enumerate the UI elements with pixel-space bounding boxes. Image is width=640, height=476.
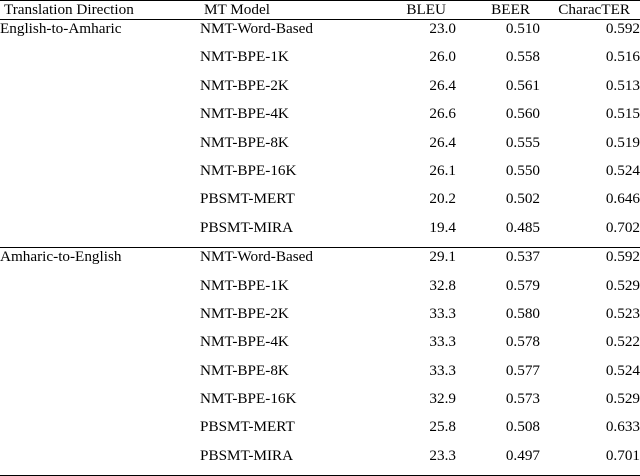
direction-label-empty xyxy=(0,333,200,361)
model-label: PBSMT-MIRA xyxy=(200,447,368,476)
beer-value: 0.573 xyxy=(505,390,540,408)
direction-label-empty xyxy=(0,134,200,162)
beer-value: 0.577 xyxy=(505,361,540,379)
beer-value: 0.561 xyxy=(505,76,540,94)
direction-label: Amharic-to-English xyxy=(0,248,200,277)
direction-label-empty xyxy=(0,390,200,418)
beer-value: 0.510 xyxy=(456,20,540,49)
bleu-value: 33.3 xyxy=(429,304,456,322)
model-label: NMT-Word-Based xyxy=(200,20,368,49)
character-value: 0.529 xyxy=(605,276,640,294)
model-label: NMT-BPE-16K xyxy=(200,161,297,179)
character-value: 0.701 xyxy=(540,447,640,476)
bleu-value: 33.3 xyxy=(429,361,456,379)
table-row xyxy=(0,20,640,49)
bleu-value: 26.1 xyxy=(429,161,456,179)
table-row xyxy=(0,362,640,390)
beer-value: 0.558 xyxy=(505,48,540,66)
column-header-model: MT Model xyxy=(200,1,368,20)
bleu-value: 32.9 xyxy=(429,390,456,408)
model-label: NMT-BPE-8K xyxy=(200,361,289,379)
beer-value: 0.579 xyxy=(505,276,540,294)
table-row xyxy=(0,447,640,476)
model-label: NMT-BPE-8K xyxy=(200,133,289,151)
character-value: 0.524 xyxy=(605,361,640,379)
model-label: PBSMT-MERT xyxy=(200,418,295,436)
column-header-beer: BEER xyxy=(456,1,540,20)
table-row xyxy=(0,248,640,277)
column-header-character: CharacTER xyxy=(540,1,640,20)
bleu-value: 20.2 xyxy=(429,190,456,208)
column-header-bleu: BLEU xyxy=(368,1,456,20)
direction-label-empty xyxy=(0,305,200,333)
table-row xyxy=(0,333,640,361)
bleu-value: 26.0 xyxy=(429,48,456,66)
beer-value: 0.578 xyxy=(505,333,540,351)
direction-label-empty xyxy=(0,418,200,446)
direction-label-empty xyxy=(0,277,200,305)
character-value: 0.513 xyxy=(605,76,640,94)
direction-label-empty xyxy=(0,105,200,133)
character-value: 0.592 xyxy=(540,20,640,49)
model-label: NMT-BPE-1K xyxy=(200,276,289,294)
beer-value: 0.502 xyxy=(505,190,540,208)
bleu-value: 26.4 xyxy=(429,76,456,94)
model-label: NMT-BPE-2K xyxy=(200,304,289,322)
beer-value: 0.550 xyxy=(505,161,540,179)
model-label: NMT-BPE-4K xyxy=(200,105,289,123)
model-label: NMT-BPE-4K xyxy=(200,333,289,351)
direction-label-empty xyxy=(0,362,200,390)
beer-value: 0.485 xyxy=(505,218,540,236)
direction-label-empty xyxy=(0,162,200,190)
bleu-value: 26.4 xyxy=(429,133,456,151)
character-value: 0.515 xyxy=(605,105,640,123)
bleu-value: 29.1 xyxy=(368,248,456,277)
direction-label-empty xyxy=(0,77,200,105)
table-row xyxy=(0,162,640,190)
model-label: NMT-BPE-2K xyxy=(200,76,289,94)
table-row xyxy=(0,190,640,218)
header-row xyxy=(0,1,640,20)
character-value: 0.524 xyxy=(605,161,640,179)
table-header xyxy=(0,1,640,20)
character-value: 0.529 xyxy=(605,390,640,408)
bleu-value: 19.4 xyxy=(429,218,456,236)
beer-value: 0.560 xyxy=(505,105,540,123)
bleu-value: 23.0 xyxy=(368,20,456,49)
direction-label-empty xyxy=(0,447,200,476)
character-value: 0.592 xyxy=(540,248,640,277)
bleu-value: 32.8 xyxy=(429,276,456,294)
beer-value: 0.508 xyxy=(505,418,540,436)
table-row xyxy=(0,219,640,248)
table-row xyxy=(0,77,640,105)
character-value: 0.633 xyxy=(605,418,640,436)
direction-label-empty xyxy=(0,190,200,218)
table-row xyxy=(0,134,640,162)
model-label: NMT-BPE-16K xyxy=(200,390,297,408)
character-value: 0.519 xyxy=(605,133,640,151)
character-value: 0.523 xyxy=(605,304,640,322)
bleu-value: 33.3 xyxy=(429,333,456,351)
bleu-value: 26.6 xyxy=(429,105,456,123)
character-value: 0.646 xyxy=(605,190,640,208)
model-label: NMT-Word-Based xyxy=(200,248,368,277)
direction-label-empty xyxy=(0,48,200,76)
direction-label-empty xyxy=(0,219,200,248)
bleu-value: 23.3 xyxy=(368,447,456,476)
model-label: PBSMT-MIRA xyxy=(200,218,294,236)
direction-label: English-to-Amharic xyxy=(0,20,200,49)
table-row xyxy=(0,277,640,305)
table-row xyxy=(0,390,640,418)
character-value: 0.702 xyxy=(605,218,640,236)
model-label: PBSMT-MERT xyxy=(200,190,295,208)
column-header-direction: Translation Direction xyxy=(0,1,200,20)
beer-value: 0.555 xyxy=(505,133,540,151)
table-row xyxy=(0,105,640,133)
bleu-value: 25.8 xyxy=(429,418,456,436)
table-body xyxy=(0,20,640,476)
beer-value: 0.580 xyxy=(505,304,540,322)
table-row xyxy=(0,305,640,333)
table-row xyxy=(0,418,640,446)
character-value: 0.522 xyxy=(605,333,640,351)
table-row xyxy=(0,48,640,76)
beer-value: 0.537 xyxy=(456,248,540,277)
character-value: 0.516 xyxy=(605,48,640,66)
beer-value: 0.497 xyxy=(456,447,540,476)
model-label: NMT-BPE-1K xyxy=(200,48,289,66)
